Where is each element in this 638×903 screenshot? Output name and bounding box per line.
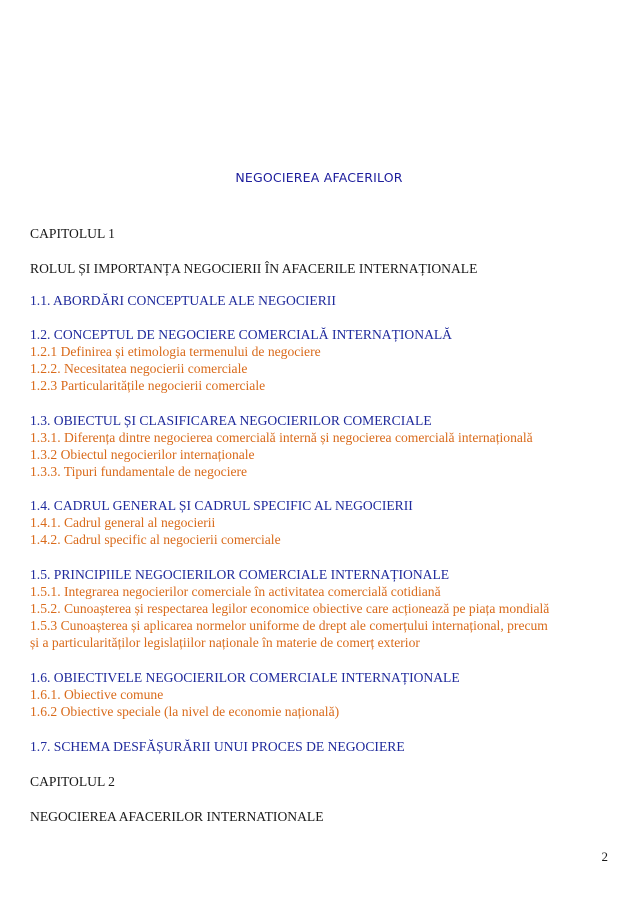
subsection-1-2-3: 1.2.3 Particularitățile negocierii comerciale [30,378,266,393]
section-1-1: 1.1. ABORDĂRI CONCEPTUALE ALE NEGOCIERII [30,293,336,308]
chapter-2-label: CAPITOLUL 2 [30,774,115,789]
subsection-1-2-2: 1.2.2. Necesitatea negocierii comerciale [30,361,248,376]
subsection-1-6-1: 1.6.1. Obiective comune [30,687,164,702]
subsection-1-5-3-line1: 1.5.3 Cunoașterea și aplicarea normelor uniforme de drept ale comerțului internațional, precum [30,618,548,633]
subsection-1-5-2: 1.5.2. Cunoașterea și respectarea legilor economice obiective care acționează pe piața mondială [30,601,550,616]
subsection-1-5-3-line2: și a particularităților legislațiilor naționale în materie de comerț exterior [30,635,420,650]
subsection-1-3-3: 1.3.3. Tipuri fundamentale de negociere [30,464,248,479]
subsection-1-3-1: 1.3.1. Diferența dintre negocierea comercială internă și negocierea comercială internațională [30,430,533,445]
chapter-2-heading: NEGOCIEREA AFACERILOR INTERNATIONALE [30,809,324,824]
chapter-1-heading: ROLUL ȘI IMPORTANȚA NEGOCIERII ÎN AFACERILE INTERNAȚIONALE [30,261,478,276]
subsection-1-2-1: 1.2.1 Definirea și etimologia termenului de negociere [30,344,321,359]
chapter-1-label: CAPITOLUL 1 [30,226,115,241]
subsection-1-6-2: 1.6.2 Obiective speciale (la nivel de economie națională) [30,704,340,719]
section-1-6: 1.6. OBIECTIVELE NEGOCIERILOR COMERCIALE INTERNAȚIONALE [30,670,460,685]
section-1-2: 1.2. CONCEPTUL DE NEGOCIERE COMERCIALĂ INTERNAȚIONALĂ [30,327,453,342]
subsection-1-4-2: 1.4.2. Cadrul specific al negocierii comerciale [30,532,281,547]
section-1-4: 1.4. CADRUL GENERAL ȘI CADRUL SPECIFIC AL NEGOCIERII [30,498,413,513]
subsection-1-3-2: 1.3.2 Obiectul negocierilor internaționale [30,447,255,462]
document-title: NEGOCIEREA AFACERILOR [235,170,403,185]
subsection-1-4-1: 1.4.1. Cadrul general al negocierii [30,515,216,530]
subsection-1-5-1: 1.5.1. Integrarea negocierilor comerciale în activitatea comercială cotidiană [30,584,441,599]
section-1-7: 1.7. SCHEMA DESFĂȘURĂRII UNUI PROCES DE NEGOCIERE [30,739,405,754]
section-1-3: 1.3. OBIECTUL ȘI CLASIFICAREA NEGOCIERILOR COMERCIALE [30,413,432,428]
section-1-5: 1.5. PRINCIPIILE NEGOCIERILOR COMERCIALE INTERNAȚIONALE [30,567,450,582]
page-number: 2 [601,849,608,864]
